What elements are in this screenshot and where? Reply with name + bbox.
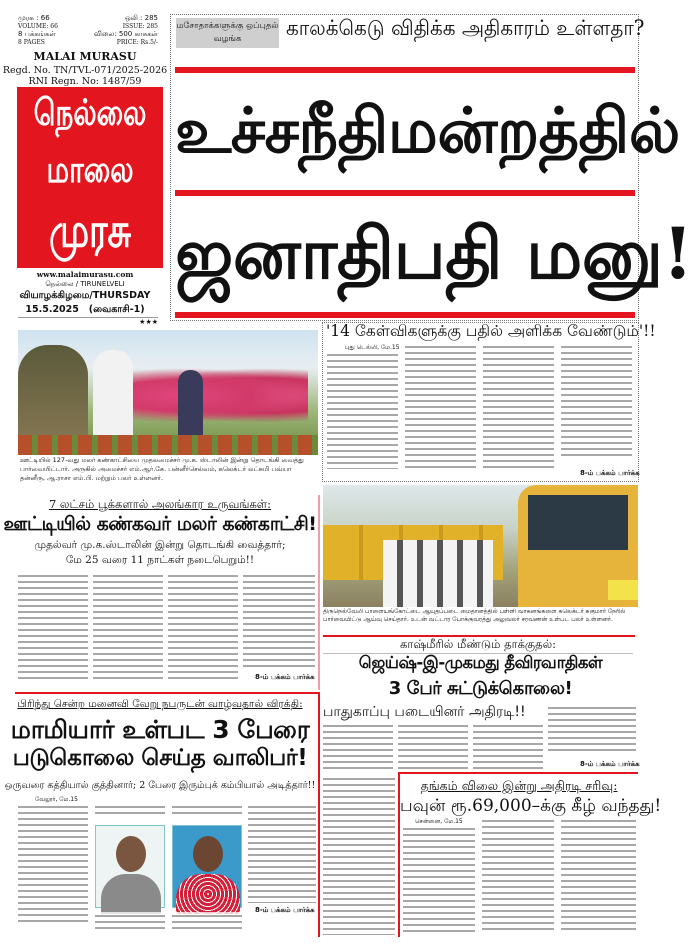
kashmir-kicker: காஷ்மீரில் மீண்டும் தாக்குதல்: xyxy=(323,637,633,654)
lead-kicker-box: மசோதாக்களுக்கு ஒப்புதல் வழங்க xyxy=(176,18,279,48)
flower-show-photo xyxy=(18,330,318,455)
dateline: புது டெல்லி, மே.15 xyxy=(345,344,400,351)
murder-sub: ஒருவரை கத்தியால் குத்தினார்; 2 பேரை இரும்புக் கம்பியால் அடித்தார்!! xyxy=(4,780,316,791)
murder-headline-2: படுகொலை செய்த வாலிபர்! xyxy=(12,745,308,771)
price-ta: விலை: 500 காசுகள் xyxy=(93,30,158,38)
article-body xyxy=(483,343,554,469)
murder-kicker: பிரிந்து சென்ற மனைவி வேறு நபருடன் வாழ்வதால் விரக்தி: xyxy=(17,698,303,710)
article-body xyxy=(93,572,163,680)
article-body xyxy=(403,825,475,933)
rni-number: RNI Regn. No: 1487/59 xyxy=(28,76,142,87)
ooty-sub-2: மே 25 வரை 11 நாட்கள் நடைபெறும்!! xyxy=(65,554,255,566)
article-body xyxy=(248,803,316,903)
article-body xyxy=(398,722,468,770)
gold-headline: பவுன் ரூ.69,000–க்கு கீழ் வந்தது! xyxy=(400,796,662,816)
article-body xyxy=(323,722,393,770)
oli-ta: ஒலி : 285 xyxy=(124,14,158,22)
continued-label: 8-ம் பக்கம் பார்க்க xyxy=(255,673,315,681)
pages: 8 PAGES xyxy=(18,39,45,46)
accused-photo xyxy=(95,825,165,908)
article-body xyxy=(95,912,165,932)
article-body xyxy=(18,803,88,923)
article-body xyxy=(327,351,398,469)
volume: VOLUME: 66 xyxy=(18,23,58,30)
kashmir-sub: பாதுகாப்பு படையினர் அதிரடி!! xyxy=(323,704,526,720)
red-rule xyxy=(15,692,320,694)
kashmir-headline-1: ஜெய்ஷ்-இ-முகமது தீவிரவாதிகள் xyxy=(358,653,603,672)
lead-headline-1: உச்சநீதிமன்றத்தில் xyxy=(175,94,680,167)
edition: நெல்லை / TIRUNELVELI xyxy=(45,280,125,288)
dateline: வேலூர், மே.15 xyxy=(35,796,78,803)
edition-stars: ★★★ xyxy=(139,318,158,326)
issue-ta: முரசு : 66 xyxy=(18,14,50,22)
photo-caption: ஊட்டியில் 127-வது மலர் கண்காட்சியை முதலமைச்சர் மு.க. ஸ்டாலின் இன்று தொடங்கி வைத்து பார்வையிட்டார். அருகில் அமைச்சர் எம்.ஆர்.கே. பன்னீர்செல்வம், கலெக்டர் லட்சுமி பவ்யா தன்னீரு, ஆ.ராசா எம்.பி. மற்றும் பலர் உள்ளனர். xyxy=(20,456,304,482)
gold-kicker: தங்கம் விலை இன்று அதிரடி சரிவு: xyxy=(420,778,618,793)
paper-name: MALAI MURASU xyxy=(33,50,137,63)
article-body xyxy=(168,572,238,680)
murder-headline-1: மாமியார் உள்பட 3 பேரை xyxy=(10,715,310,744)
continued-label: 8-ம் பக்கம் பார்க்க xyxy=(255,906,315,914)
dateline: சென்னை, மே.15 xyxy=(415,818,463,825)
ooty-sub-1: முதல்வர் மு.க.ஸ்டாலின் இன்று தொடங்கி வைத்தார்; xyxy=(34,539,286,551)
pages-ta: 8 பக்கங்கள் xyxy=(18,30,56,38)
day: வியாழக்கிழமை/THURSDAY xyxy=(19,290,151,301)
article-body xyxy=(561,817,636,933)
logo-line: நெல்லை xyxy=(33,91,147,135)
ooty-kicker: 7 லட்சம் பூக்களால் அலங்கார உருவங்கள்: xyxy=(48,497,272,511)
article-body xyxy=(172,912,242,932)
article-body xyxy=(482,817,554,933)
newspaper-logo xyxy=(17,87,163,268)
article-body xyxy=(405,343,476,469)
article-body xyxy=(548,704,636,754)
school-bus-photo xyxy=(323,485,638,607)
website: www.malaimurasu.com xyxy=(36,270,134,279)
ooty-headline: ஊட்டியில் கண்கவர் மலர் கண்காட்சி! xyxy=(3,513,317,535)
article-body xyxy=(95,803,165,815)
lead-kicker: காலக்கெடு விதிக்க அதிகாரம் உள்ளதா? xyxy=(286,16,645,40)
logo-line: மாலை xyxy=(46,148,134,192)
logo-line: முரசு xyxy=(48,204,132,259)
price: PRICE: Rs.5/- xyxy=(116,39,158,46)
continued-label: 8-ம் பக்கம் பார்க்க xyxy=(580,469,640,477)
lead-headline-2: ஜனாதிபதி மனு! xyxy=(175,212,693,295)
article-body xyxy=(18,572,88,680)
photo-caption: திருநெல்வேலி பாளையங்கோட்டை ஆயுதப்படை மைதானத்தில் பள்ளி வாகனங்களை கலெக்டர் சுகுமார் நேரில் பார்வையிட்டு ஆய்வு செய்தார். உடன் வட்டார போக்குவரத்து அலுவலர் சரவணன் உள்பட பலர் உள்ளனர். xyxy=(323,608,626,623)
continued-label: 8-ம் பக்கம் பார்க்க xyxy=(580,760,640,768)
regd-number: Regd. No. TN/TVL-071/2025-2026 xyxy=(2,65,168,76)
victim-photo xyxy=(172,825,242,908)
article-body xyxy=(473,722,543,770)
lead-sub-headline: '14 கேள்விகளுக்கு பதில் அளிக்க வேண்டும்'!! xyxy=(326,322,656,340)
article-body xyxy=(243,572,315,668)
article-body xyxy=(323,775,395,935)
issue: ISSUE: 285 xyxy=(122,23,158,30)
red-rule xyxy=(175,312,635,318)
date: 15.5.2025 (வைகாசி-1) xyxy=(25,304,145,315)
column-rule xyxy=(318,495,320,690)
kashmir-headline-2: 3 பேர் சுட்டுக்கொலை! xyxy=(388,678,573,699)
article-body xyxy=(561,343,632,459)
article-body xyxy=(172,803,242,815)
